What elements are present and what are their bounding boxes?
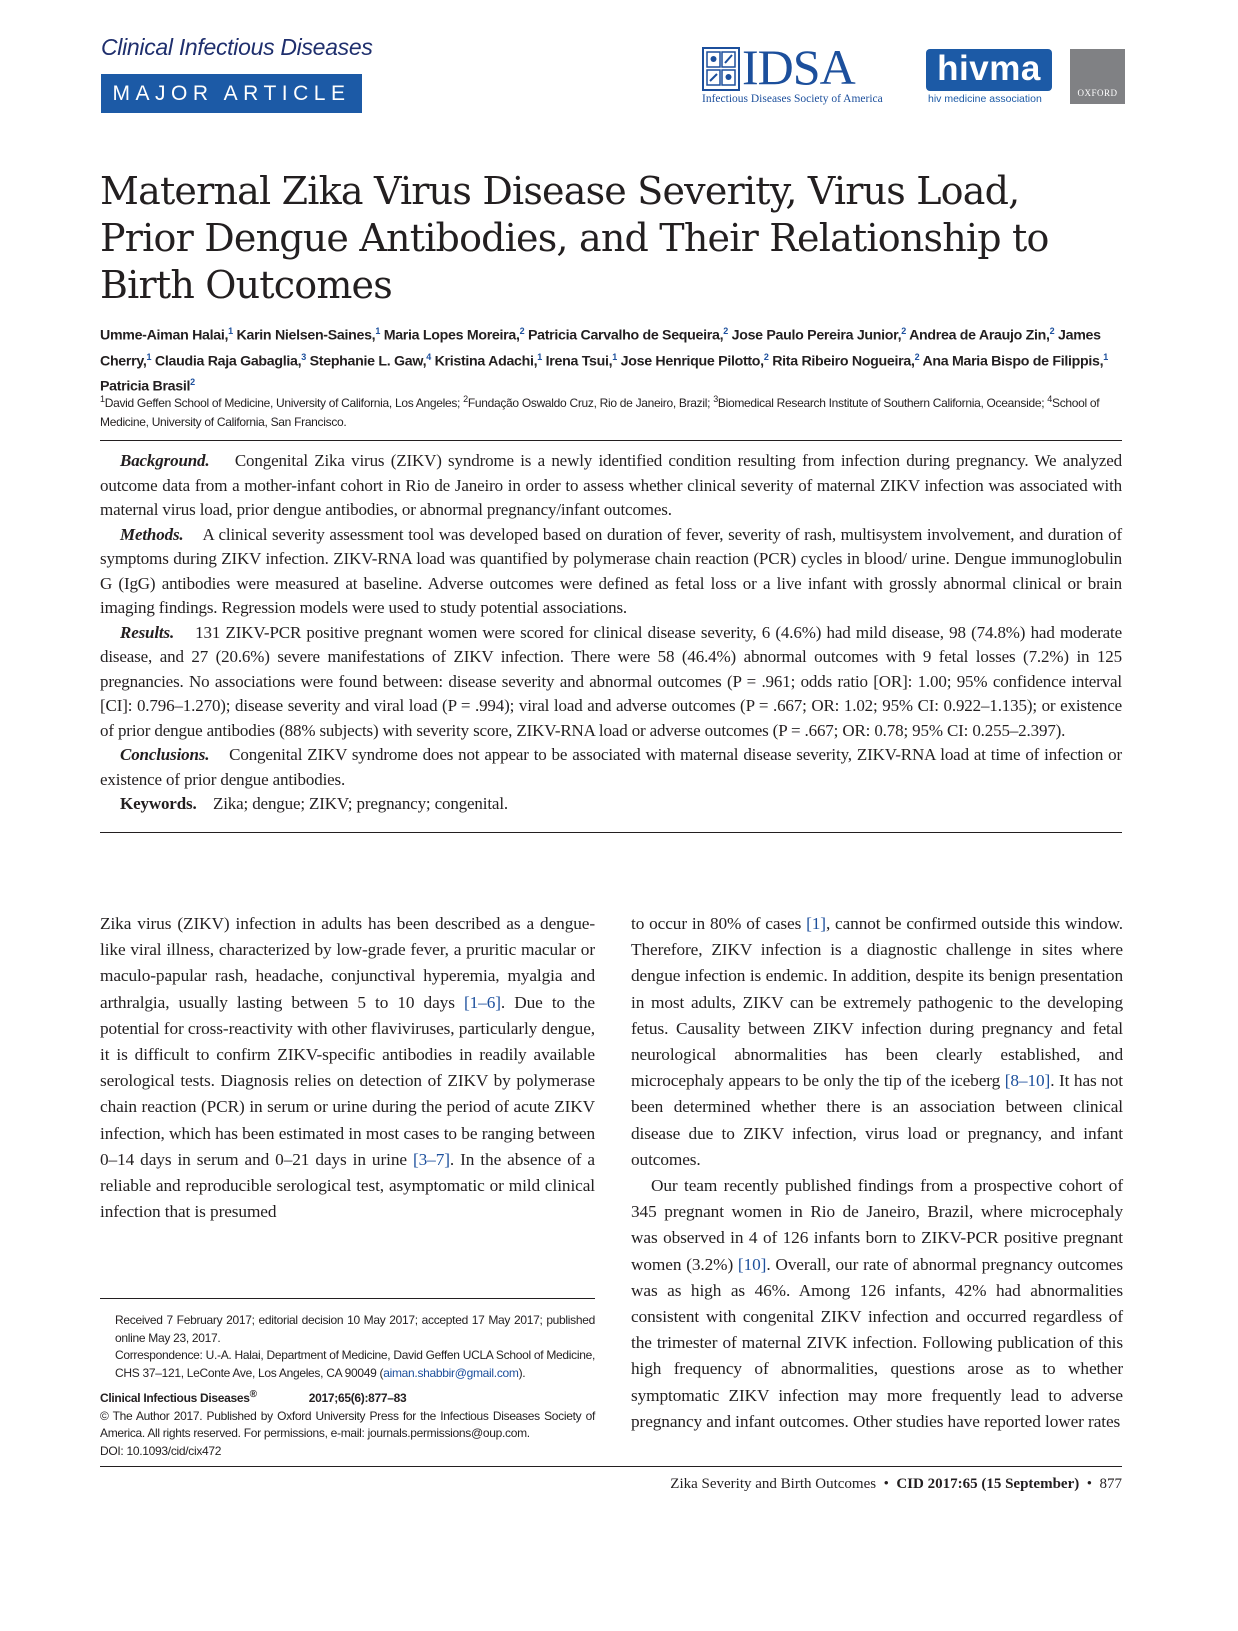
hivma-full-name: hiv medicine association xyxy=(928,93,1042,105)
article-title: Maternal Zika Virus Disease Severity, Virus Load, Prior Dengue Antibodies, and Their Relationship to Birth Outcomes xyxy=(100,169,1049,307)
author-affiliation-number: 2 xyxy=(763,351,769,362)
abstract-keywords: Keywords. Zika; dengue; ZIKV; pregnancy; congenital. xyxy=(120,794,508,813)
body-paragraph: Zika virus (ZIKV) infection in adults has been described as a dengue-like viral illness, characterized by low-grade fever, a pruritic macular or maculo-papular rash, headache, conjunctival hyperemia, myalgia and arthralgia, usually lasting between 5 to 10 days [1–6]. Due to the potential for cross-reactivity with other flaviviruses, particularly dengue, it is difficult to confirm ZIKV-specific antibodies in readily available serological tests. Diagnosis relies on detection of ZIKV by polymerase chain reaction (PCR) in serum or urine during the period of acute ZIKV infection, which has been estimated in most cases to be ranging between 0–14 days in serum and 0–21 days in urine [3–7]. In the absence of a reliable and reproducible serological test, asymptomatic or mild clinical infection that is presumed xyxy=(100,914,595,1222)
citation-link[interactable]: [1] xyxy=(806,914,826,933)
author-name: James Cherry, xyxy=(100,327,1101,370)
idsa-full-name: Infectious Diseases Society of America xyxy=(702,93,883,105)
article-type-banner: MAJOR ARTICLE xyxy=(101,74,362,113)
footnote-doi: DOI: 10.1093/cid/cix472 xyxy=(100,1443,222,1458)
author-name: Andrea de Araujo Zin, xyxy=(909,327,1050,344)
oxford-logo: OXFORD xyxy=(1070,49,1125,104)
citation-link[interactable]: [3–7] xyxy=(412,1149,450,1169)
abstract-bottom-rule xyxy=(100,832,1122,833)
author-affiliation-number: 2 xyxy=(519,326,525,336)
running-footer: Zika Severity and Birth Outcomes • CID 2017:65 (15 September) • 877 xyxy=(670,1476,1122,1492)
author-name: Irena Tsui, xyxy=(545,353,613,370)
author-affiliation-number: 2 xyxy=(190,377,195,388)
author-affiliation-number: 2 xyxy=(914,351,920,362)
abstract-top-rule xyxy=(100,440,1122,441)
author-name: Jose Paulo Pereira Junior, xyxy=(731,327,902,344)
affiliation-text: David Geffen School of Medicine, University of California, Los Angeles; xyxy=(104,396,464,410)
affiliation-number: 3 xyxy=(713,394,718,404)
author-name: Rita Ribeiro Nogueira, xyxy=(772,353,915,370)
abstract-methods: Methods. A clinical severity assessment tool was developed based on duration of fever, severity of rash, multisystem involvement, and duration of symptoms during ZIKV infection. ZIKV-RNA load was quantified by polymerase chain reaction (PCR) cycles in blood/ urine. Dengue immunoglobulin G (IgG) antibodies were measured at baseline. Adverse outcomes were defined as fetal loss or a live infant with grossly abnormal clinical or brain imaging findings. Regression models were used to study potential associations. xyxy=(100,524,1122,617)
author-list xyxy=(100,321,1130,398)
footnote-copyright: © The Author 2017. Published by Oxford University Press for the Infectious Diseases Society of America. All rights reserved. For permissions, e-mail: journals.permissions@oup.com. xyxy=(100,1408,595,1440)
body-paragraph: Our team recently published findings from a prospective cohort of 345 pregnant women in Rio de Janeiro, Brazil, where microcephaly was observed in 4 of 126 infants born to ZIKV-PCR positive pregnant women (3.2%) [10]. Overall, our rate of abnormal pregnancy outcomes was as high as 46%. Among 126 infants, 42% had abnormalities consistent with congenital ZIKV infection and occurred regardless of the trimester of maternal ZIVK infection. Following publication of this high frequency of abnormalities, questions arose as to whether symptomatic ZIKV infection may more frequently lead to adverse pregnancy and infant outcomes. Other studies have reported lower rates xyxy=(631,1176,1123,1431)
page-number: 877 xyxy=(1099,1476,1122,1492)
journal-name: Clinical Infectious Diseases xyxy=(101,34,373,60)
body-column-right xyxy=(631,911,1123,1435)
footnote-correspondence: Correspondence: U.-A. Halai, Department of Medicine, David Geffen UCLA School of Medicine, CHS 37–121, LeConte Ave, Los Angeles, CA 90049 (aiman.shabbir@gmail.com). xyxy=(115,1348,595,1380)
citation-link[interactable]: [1–6] xyxy=(463,992,501,1012)
author-affiliation-number: 1 xyxy=(1103,351,1108,362)
author-name: Umme-Aiman Halai, xyxy=(100,327,229,344)
author-name: Claudia Raja Gabaglia, xyxy=(154,353,302,370)
author-name: Kristina Adachi, xyxy=(434,353,538,370)
affiliation-text: School of Medicine, University of California, San Francisco. xyxy=(100,396,1100,429)
author-affiliation-number: 1 xyxy=(228,326,233,336)
author-name: Karin Nielsen-Saines, xyxy=(236,327,376,344)
author-affiliation-number: 4 xyxy=(426,351,431,362)
footer-rule xyxy=(100,1466,1122,1467)
affiliation-number: 4 xyxy=(1047,394,1052,404)
author-affiliation-number: 1 xyxy=(146,351,152,362)
citation-link[interactable]: [8–10] xyxy=(1004,1071,1051,1091)
affiliation-number: 1 xyxy=(100,394,105,404)
affiliation-text: Fundação Oswaldo Cruz, Rio de Janeiro, Brazil; xyxy=(467,396,714,410)
abstract-background: Background. Congenital Zika virus (ZIKV) syndrome is a newly identified condition resulting from infection during pregnancy. We analyzed outcome data from a mother-infant cohort in Rio de Janeiro in order to assess whether clinical severity of maternal ZIKV infection was associated with maternal virus load, prior dengue antibodies, or abnormal pregnancy/infant outcomes. xyxy=(100,451,1122,519)
author-name: Jose Henrique Pilotto, xyxy=(620,353,764,370)
abstract-conclusions: Conclusions. Congenital ZIKV syndrome does not appear to be associated with maternal disease severity, ZIKV-RNA load at time of infection or existence of prior dengue antibodies. xyxy=(100,745,1123,789)
body-paragraph: to occur in 80% of cases [1], cannot be confirmed outside this window. Therefore, ZIKV infection is a diagnostic challenge in sites where dengue infection is endemic. In addition, despite its benign presentation in most adults, ZIKV can be extremely pathogenic to the developing fetus. Causality between ZIKV infection during pregnancy and fetal neurological abnormalities has been clearly established, and microcephaly appears to be only the tip of the iceberg [8–10]. It has not been determined whether there is an association between clinical disease due to ZIKV infection, virus load or pregnancy, and infant outcomes. xyxy=(631,914,1123,1169)
body-column-left xyxy=(100,911,595,1225)
hivma-logo xyxy=(926,49,1052,106)
author-affiliation-number: 2 xyxy=(723,326,728,336)
abstract-results: Results. 131 ZIKV-PCR positive pregnant women were scored for clinical disease severity, 6 (4.6%) had mild disease, 98 (74.8%) had moderate disease, and 27 (20.6%) severe manifestations of ZIKV infection. There were 58 (46.4%) abnormal outcomes with 9 fetal losses (7.2%) in 125 pregnancies. No associations were found between: disease severity and abnormal outcomes (P = .961; odds ratio [OR]: 1.00; 95% confidence interval [CI]: 0.796–1.270); disease severity and viral load (P = .994); viral load and adverse outcomes (P = .667; OR: 1.02; 95% CI: 0.922–1.135); or existence of prior dengue antibodies (88% subjects) with severity score, ZIKV-RNA load or adverse outcomes (P = .667; OR: 0.78; 95% CI: 0.255–2.397). xyxy=(100,622,1122,740)
author-name: Patricia Brasil xyxy=(100,379,191,396)
author-affiliation-number: 1 xyxy=(537,351,542,362)
author-name: Stephanie L. Gaw, xyxy=(309,353,427,370)
email-link[interactable]: aiman.shabbir@gmail.com xyxy=(383,1365,519,1380)
idsa-seal-icon xyxy=(702,47,740,91)
footnote xyxy=(100,1312,595,1460)
author-name: Patricia Carvalho de Sequeira, xyxy=(528,327,724,344)
footnote-received: Received 7 February 2017; editorial decision 10 May 2017; accepted 17 May 2017; published online May 23, 2017. xyxy=(115,1313,595,1345)
author-affiliation-number: 1 xyxy=(375,326,381,336)
author-affiliation-number: 2 xyxy=(901,326,906,336)
affiliations xyxy=(100,390,1130,432)
author-affiliation-number: 3 xyxy=(301,351,306,362)
author-affiliation-number: 1 xyxy=(612,351,617,362)
idsa-wordmark: IDSA xyxy=(742,39,855,95)
author-name: Maria Lopes Moreira, xyxy=(383,327,520,344)
footnote-citation: Clinical Infectious Diseases® 2017;65(6):877–83 xyxy=(100,1389,407,1405)
citation-link[interactable]: [10] xyxy=(737,1254,767,1274)
footnote-rule xyxy=(100,1298,595,1299)
idsa-logo xyxy=(702,39,919,107)
author-name: Ana Maria Bispo de Filippis, xyxy=(922,353,1104,370)
affiliation-number: 2 xyxy=(463,394,468,404)
author-affiliation-number: 2 xyxy=(1049,326,1055,336)
hivma-wordmark: hivma xyxy=(926,49,1052,91)
affiliation-text: Biomedical Research Institute of Southern California, Oceanside; xyxy=(717,396,1048,410)
abstract xyxy=(100,449,1122,817)
